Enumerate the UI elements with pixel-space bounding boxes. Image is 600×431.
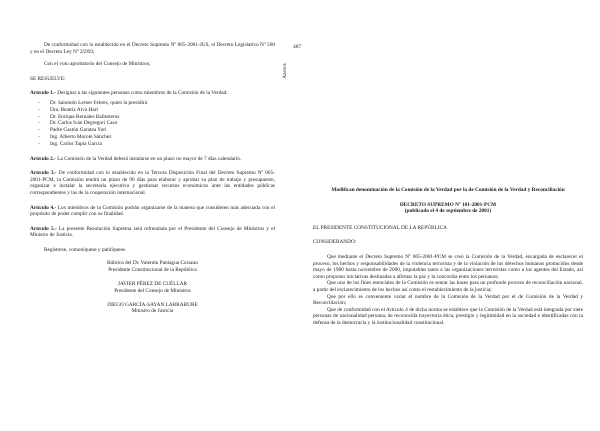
member-name: Dr. Salomón Lerner Febres, quien la presidirá [50,99,148,106]
member-name: Ing. Alberto Morote Sánchez [50,133,112,140]
member-name: Dra. Beatriz Alva Hart [50,106,98,113]
article-2-label: Artículo 2.- [30,155,56,162]
decree-title: Modifican denominación de la Comisión de la Verdad por la de Comisión de la Verdad y Reconciliación [331,187,565,193]
article-3-text: De conformidad con lo establecido en la Tercera Disposición Final del Decreto Supremo Nº 065-2001-PCM, la Comisión tendrá un plazo de 90 días para elaborar y aprobar su plan de trabajo y presupuesto, organizar e instalar la secretaría ejecutiva y gestionar recursos económicos ante las entidades públicas correspondientes y las de la cooperación internacional. [30,170,275,196]
page-number: 487 [293,44,302,50]
members-list [30,100,275,148]
publication-date: (publicado el 4 de septiembre de 2001) [404,208,492,215]
article-2-text: La Comisión de la Verdad deberá instalarse en un plazo no mayor de 7 días calendario. [55,155,242,162]
considering-paragraph-4: Que de conformidad con el Artículo 4 de dicha norma se establece que la Comisión de la Verdad está integrada por siete personas de nacionalidad peruana, de reconocida trayectoria ética, prestigio y legitimidad en la sociedad e identificadas con la defensa de la democracia y la institucionalidad constitucional. [313,306,583,326]
article-4-text: Los miembros de la Comisión podrán organizarse de la manera que consideren más adecuada con el propósito de poder cumplir con su finalidad. [30,204,276,218]
president-heading: EL PRESIDENTE CONSTITUCIONAL DE LA REPÚBLICA [313,224,447,231]
signature-line: DIEGO GARCÍA-SAYAN LARRABURE [107,301,198,308]
intro-paragraph-2: Con el voto aprobatorio del Consejo de Ministros; [44,61,151,68]
left-column [30,42,275,315]
article-2 [30,156,275,163]
right-column [313,187,583,327]
article-3 [30,170,275,196]
article-1 [30,90,275,97]
signature-justice-minister [30,302,275,316]
list-item: - Ing. Carlos Tapia García [38,140,102,147]
signature-line: JAVIER PÉREZ DE CUÉLLAR [117,281,188,288]
considering-paragraph-2: Que uno de los fines esenciales de la Comisión es sentar las bases para un profundo proceso de reconciliación nacional, a partir del esclarecimiento de los hechos así como el restablecimiento de la justicia; [313,280,583,293]
article-4-label: Artículo 4.- [30,204,57,211]
running-header: Anexos [283,63,288,79]
intro-paragraph-1: De conformidad con lo establecido en el Decreto Supremo Nº 065-2001-JUS, el Decreto Legislativo Nº 560 y en el Decreto Ley Nº 25993; [30,42,275,55]
article-5-text: La presente Resolución Suprema será refrendada por el Presidente del Consejo de Ministros y el Ministro de Justicia. [30,225,275,239]
member-name: Dr. Carlos Iván Degregori Caso [50,120,118,127]
signature-president [30,260,275,274]
considering-heading: CONSIDERANDO: [313,239,357,246]
signature-title: Presidente del Consejo de Ministros [114,287,191,294]
considering-paragraph-1: Que mediante el Decreto Supremo Nº 065-2001-PCM se creó la Comisión de la Verdad, encargada de esclarecer el proceso, los hechos y responsabilidades de la violencia terrorista y de la violación de los derechos humanos producidos desde mayo de 1980 hasta noviembre de 2000, imputables tanto a las organizaciones terroristas como a los agentes del Estado, así como proponer iniciativas destinadas a afirmar la paz y la concordia entre los peruanos; [313,253,583,280]
signature-prime-minister [30,281,275,295]
article-1-text: Designar a las siguientes personas como miembros de la Comisión de la Verdad: [55,90,228,97]
list-item: - Dr. Enrique Bernales Ballesteros [38,113,120,120]
considering-paragraph-3: Que por ello es conveniente variar el nombre de la Comisión de la Verdad por el de Comisión de la Verdad y Reconciliación; [313,293,583,307]
signature-line: Rúbrica del Dr. Valentín Paniagua Corazao [106,260,199,267]
resolve-heading: SE RESUELVE: [30,75,66,82]
article-4 [30,205,275,218]
article-5 [30,226,275,239]
member-name: Ing. Carlos Tapia García [50,140,102,147]
signature-title: Ministro de Justicia [131,308,174,315]
list-item: - Dr. Salomón Lerner Febres, quien la presidirá [38,99,148,106]
member-name: Dr. Enrique Bernales Ballesteros [50,113,120,120]
member-name: Padre Gastón Garatea Yori [50,127,107,134]
list-item: - Padre Gastón Garatea Yori [38,127,107,134]
signature-title: Presidente Constitucional de la República [108,267,197,274]
article-1-label: Artículo 1.- [30,90,56,97]
article-3-label: Artículo 3.- [30,170,57,177]
decree-number: DECRETO SUPREMO Nº 101-2001-PCM [399,201,497,208]
list-item: - Dr. Carlos Iván Degregori Caso [38,120,118,127]
article-5-label: Artículo 5.- [30,225,57,232]
list-item: - Ing. Alberto Morote Sánchez [38,133,112,140]
closing-formula: Regístrese, comuníquese y publíquese. [44,246,127,253]
list-item: - Dra. Beatriz Alva Hart [38,106,98,113]
